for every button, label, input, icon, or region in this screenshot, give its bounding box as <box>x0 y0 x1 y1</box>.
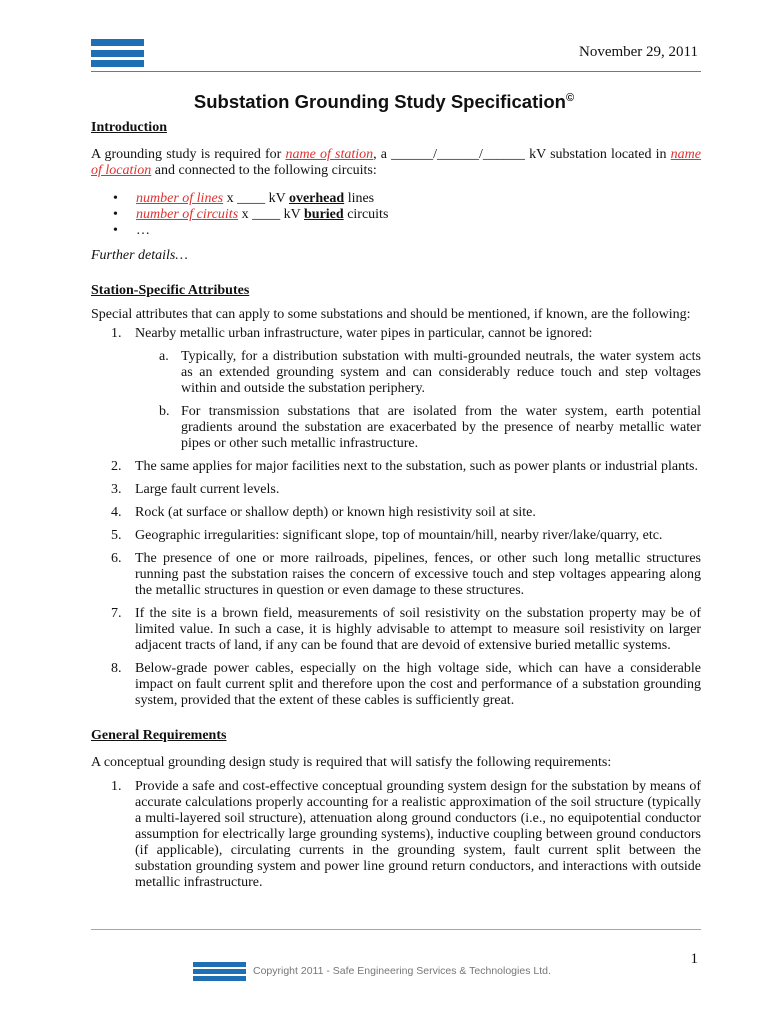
ses-logo <box>91 39 144 67</box>
list-item: 7. If the site is a brown field, measurements of soil resistivity on the substation property may be of limited value. In such a case, it is highly advisable to attempt to measure soil resistivity on larger adjacent tracts of land, if any can be found that are devoid of extensive buried metallic systems. <box>111 606 701 653</box>
document-body <box>91 120 701 891</box>
general-intro: A conceptual grounding design study is required that will satisfy the following requirements: <box>91 755 612 770</box>
placeholder-station-name: name of station <box>285 147 374 162</box>
list-item: 1. Nearby metallic urban infrastructure, water pipes in particular, cannot be ignored: a. Typically, for a distribution substation with multi-grounded neutrals, the water system acts as an extended grounding system and can considerably reduce touch and step voltages within and outside the substation periphery. b. For transmission substations that are isolated from the water system, earth potential gradients around the substation are exacerbated by the presence of nearby metallic water pipes or other such metallic infrastructure. <box>111 326 701 451</box>
station-attributes-list <box>91 326 701 709</box>
list-item: 2. The same applies for major facilities next to the substation, such as power plants or industrial plants. <box>111 459 698 474</box>
section-heading-general-requirements: General Requirements <box>91 728 227 743</box>
water-pipe-sublist <box>135 349 701 452</box>
copyright-mark: © <box>565 91 575 104</box>
page-number: 1 <box>690 951 698 967</box>
list-item: a. Typically, for a distribution substation with multi-grounded neutrals, the water system acts as an extended grounding system and can considerably reduce touch and step voltages within and outside the substation periphery. <box>159 349 701 396</box>
general-requirements-list <box>91 779 701 891</box>
intro-paragraph: A grounding study is required for name of station, a ______/______/______ kV substation located in name of location and connected to the following circuits: <box>91 147 701 178</box>
list-item: 8. Below-grade power cables, especially on the high voltage side, which can have a considerable impact on fault current split and therefore upon the cost and performance of a substation grounding system, provided that the extent of these cables is sufficiently great. <box>111 661 701 708</box>
list-item: 5. Geographic irregularities: significant slope, top of mountain/hill, nearby river/lake/quarry, etc. <box>111 528 663 543</box>
header-divider <box>91 71 701 72</box>
list-item: 4. Rock (at surface or shallow depth) or known high resistivity soil at site. <box>111 505 536 520</box>
section-heading-introduction: Introduction <box>91 120 167 135</box>
copyright-notice: Copyright 2011 - Safe Engineering Services & Technologies Ltd. <box>253 965 551 977</box>
list-item: 1. Provide a safe and cost-effective conceptual grounding system design for the substation by means of accurate calculations properly accounting for a realistic approximation of the soil structure (typically a multi-layered soil structure), attenuation along ground conductors (i.e., no equipotential conductor assumption for electrically large grounding systems), inductive coupling between ground conductors (if applicable), circulating currents in the grounding system, fault current split between the substation grounding system and power line ground return conductors, and interactions with outside metallic infrastructure. <box>111 779 701 890</box>
list-item: • number of lines x ____ kV overhead lines <box>91 191 701 207</box>
list-item: • … <box>91 223 701 239</box>
circuit-list <box>91 191 701 239</box>
further-details: Further details… <box>91 248 188 263</box>
section-heading-station-specific: Station-Specific Attributes <box>91 283 250 298</box>
list-item: • number of circuits x ____ kV buried circuits <box>91 207 701 223</box>
list-item: 6. The presence of one or more railroads, pipelines, fences, or other such long metallic structures running past the substation raises the concern of excessive touch and step voltages appearing along the metallic structures in question or even damage to these structures. <box>111 551 701 598</box>
list-item: 3. Large fault current levels. <box>111 482 280 497</box>
footer-divider <box>91 929 701 930</box>
station-intro: Special attributes that can apply to some substations and should be mentioned, if known, are the following: <box>91 307 691 322</box>
placeholder-location-name: name of location <box>91 147 701 178</box>
placeholder-number-of-lines: number of lines <box>136 191 224 206</box>
placeholder-number-of-circuits: number of circuits <box>136 207 239 222</box>
document-title: Substation Grounding Study Specification© <box>193 91 575 112</box>
list-item: b. For transmission substations that are isolated from the water system, earth potential gradients around the substation are exacerbated by the presence of nearby metallic water pipes or other such metallic infrastructure. <box>159 404 701 451</box>
document-date: November 29, 2011 <box>578 44 698 60</box>
ses-logo-footer <box>193 962 246 981</box>
